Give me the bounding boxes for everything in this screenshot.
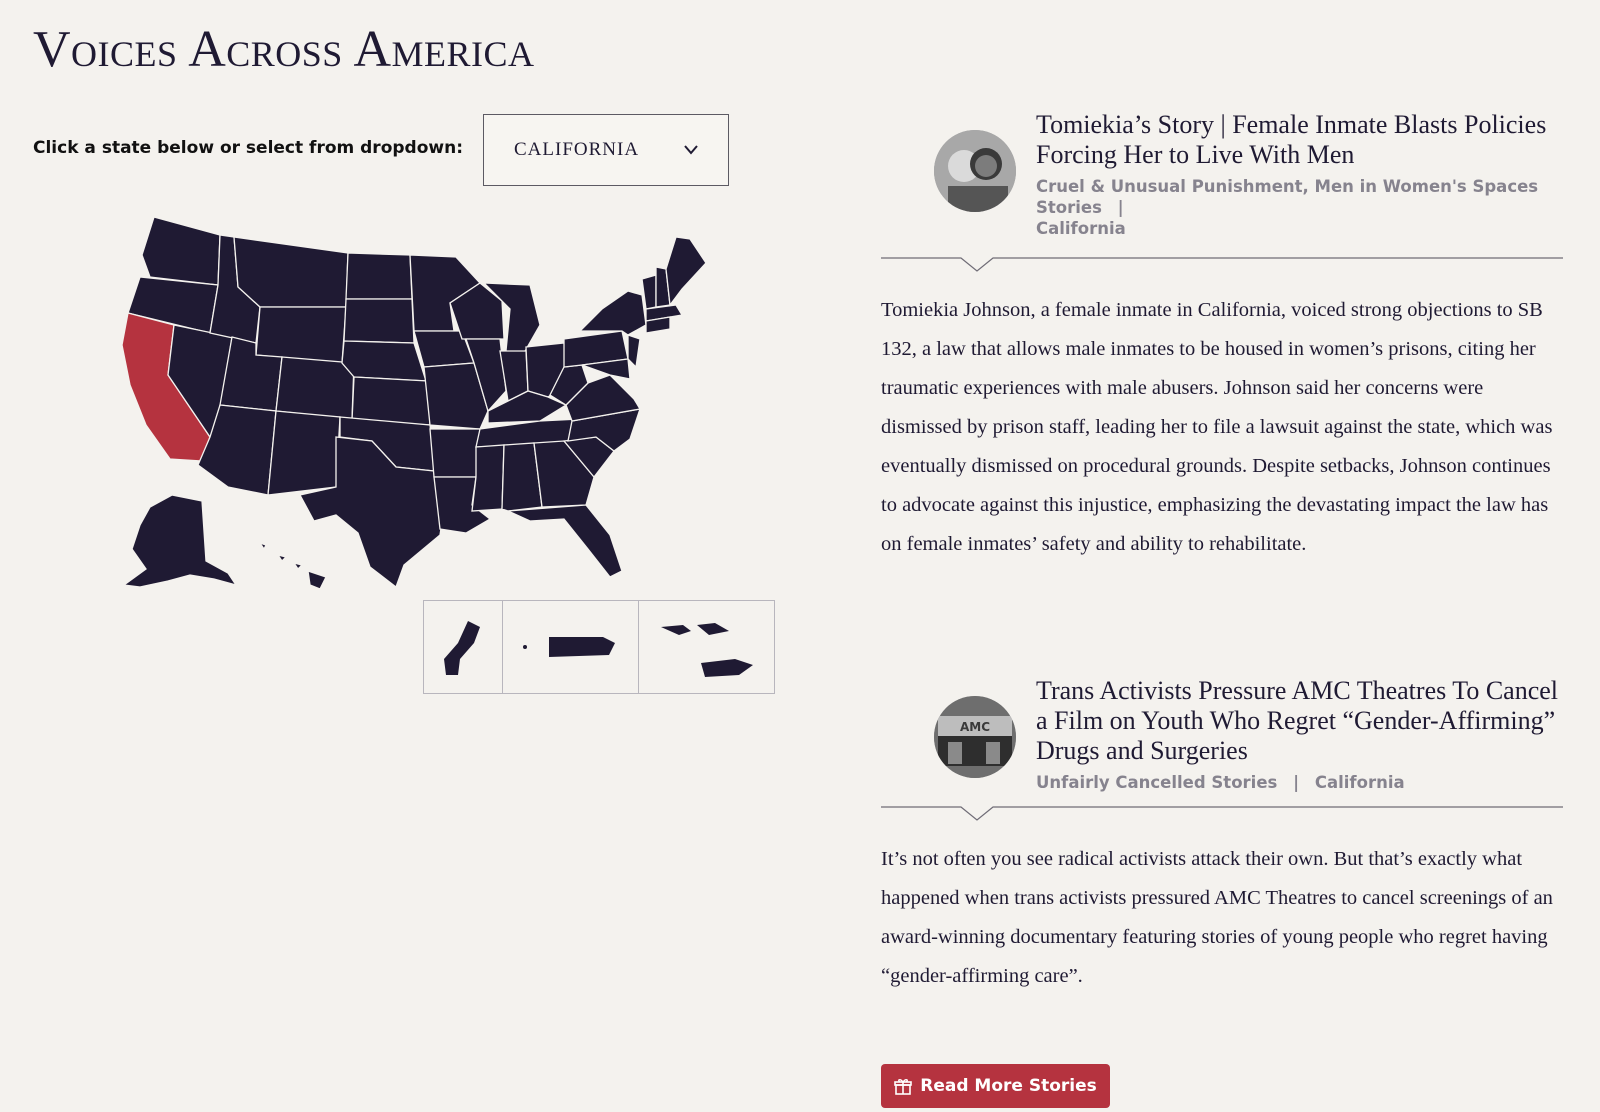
state-alaska[interactable] (124, 495, 236, 587)
story-title[interactable]: Tomiekia’s Story | Female Inmate Blasts Policies Forcing Her to Live With Men (1036, 110, 1547, 169)
state-mississippi[interactable] (472, 445, 504, 511)
story-state[interactable]: California (1314, 773, 1405, 792)
state-north-dakota[interactable] (346, 253, 412, 299)
state-maine[interactable] (666, 237, 706, 305)
read-more-button[interactable] (881, 1064, 1110, 1108)
read-more-label: Read More Stories (920, 1076, 1097, 1096)
amc-sign: AMC (959, 720, 991, 734)
state-montana[interactable] (234, 237, 348, 307)
state-new-mexico[interactable] (268, 411, 340, 495)
territory-virgin-islands[interactable] (639, 601, 774, 693)
story-meta (1036, 176, 1563, 239)
state-colorado[interactable] (276, 357, 354, 419)
story-categories[interactable]: Unfairly Cancelled Stories (1036, 773, 1278, 792)
state-new-jersey[interactable] (628, 335, 640, 367)
story-card (881, 110, 1563, 564)
story-body: It’s not often you see radical activists attack their own. But that’s exactly what happened when trans activists pressured AMC Theatres to cancel screenings of an award-winning documentary featuring stories of young people who regret having “gender-affirming care”. (881, 848, 1553, 987)
territory-guam[interactable] (424, 601, 503, 693)
territories-inset (423, 600, 775, 694)
state-kansas[interactable] (352, 377, 430, 425)
territory-puerto-rico[interactable] (503, 601, 639, 693)
state-nebraska[interactable] (342, 341, 426, 381)
story-card (881, 676, 1563, 996)
story-title[interactable]: Trans Activists Pressure AMC Theatres To Cancel a Film on Youth Who Regret “Gender-Affirming” Drugs and Surgeries (1036, 676, 1559, 765)
state-vermont[interactable] (642, 275, 656, 309)
story-state[interactable]: California (1036, 219, 1126, 238)
state-arkansas[interactable] (430, 429, 480, 477)
state-florida[interactable] (508, 505, 622, 577)
meta-separator: | (1117, 198, 1124, 217)
story-body: Tomiekia Johnson, a female inmate in California, voiced strong objections to SB 132, a law that allows male inmates to be housed in women’s prisons, citing her traumatic experiences with male abusers. Johnson said her concerns were dismissed by prison staff, leading her to file a lawsuit against the state, which was eventually dismissed on procedural grounds. Despite setbacks, Johnson continues to advocate against this injustice, emphasizing the devastating impact the law has on female inmates’ safety and ability to rehabilitate. (881, 299, 1553, 555)
story-thumbnail[interactable] (934, 130, 1016, 212)
state-wyoming[interactable] (256, 307, 346, 363)
state-new-york[interactable] (580, 291, 646, 335)
chevron-down-icon (684, 145, 698, 155)
story-thumbnail[interactable] (934, 696, 1016, 778)
page-title: Voices Across America (33, 21, 535, 78)
gift-icon (894, 1077, 912, 1095)
story-divider (881, 257, 1563, 273)
state-south-dakota[interactable] (344, 299, 414, 343)
meta-separator: | (1293, 773, 1300, 792)
state-dropdown-value: CALIFORNIA (514, 139, 640, 160)
story-divider (881, 806, 1563, 822)
state-dropdown[interactable] (483, 114, 729, 186)
story-categories[interactable]: Cruel & Unusual Punishment, Men in Women's Spaces Stories (1036, 177, 1539, 217)
state-prompt: Click a state below or select from dropdown: (33, 138, 463, 158)
story-meta (1036, 772, 1563, 793)
state-hawaii[interactable] (260, 543, 326, 589)
state-washington[interactable] (142, 217, 220, 285)
